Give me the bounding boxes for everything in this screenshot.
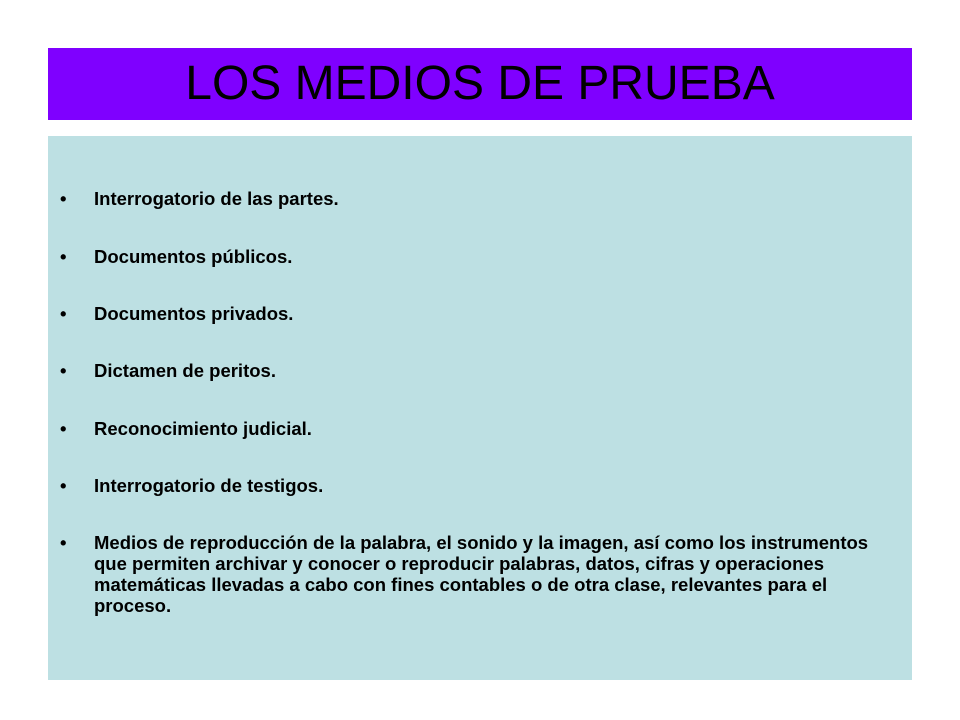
list-item-text: Documentos públicos. [94,246,293,267]
list-item [48,360,912,381]
list-item-text: Interrogatorio de las partes. [94,188,339,209]
list-item-text: Dictamen de peritos. [94,360,276,381]
list-item [48,246,912,267]
bullet-icon: • [60,303,67,324]
list-item [48,303,912,324]
list-item [48,532,912,616]
bullet-icon: • [60,532,67,553]
list-item-text: Reconocimiento judicial. [94,418,312,439]
title-bar [48,48,912,120]
list-item [48,418,912,439]
bullet-icon: • [60,360,67,381]
list-item-text: Interrogatorio de testigos. [94,475,324,496]
bullet-icon: • [60,475,67,496]
slide-title: LOS MEDIOS DE PRUEBA [185,57,775,110]
list-item [48,475,912,496]
list-item-text: Medios de reproducción de la palabra, el sonido y la imagen, así como los instrumentos que permiten archivar y conocer o reproducir palabras, datos, cifras y operaciones matemáticas llevadas a cabo con fines contables o de otra clase, relevantes para el proceso. [94,532,869,616]
bullet-icon: • [60,246,67,267]
list-item-text: Documentos privados. [94,303,294,324]
list-item [48,188,912,209]
bullet-icon: • [60,418,67,439]
bullet-icon: • [60,188,67,209]
content-box [48,136,912,680]
